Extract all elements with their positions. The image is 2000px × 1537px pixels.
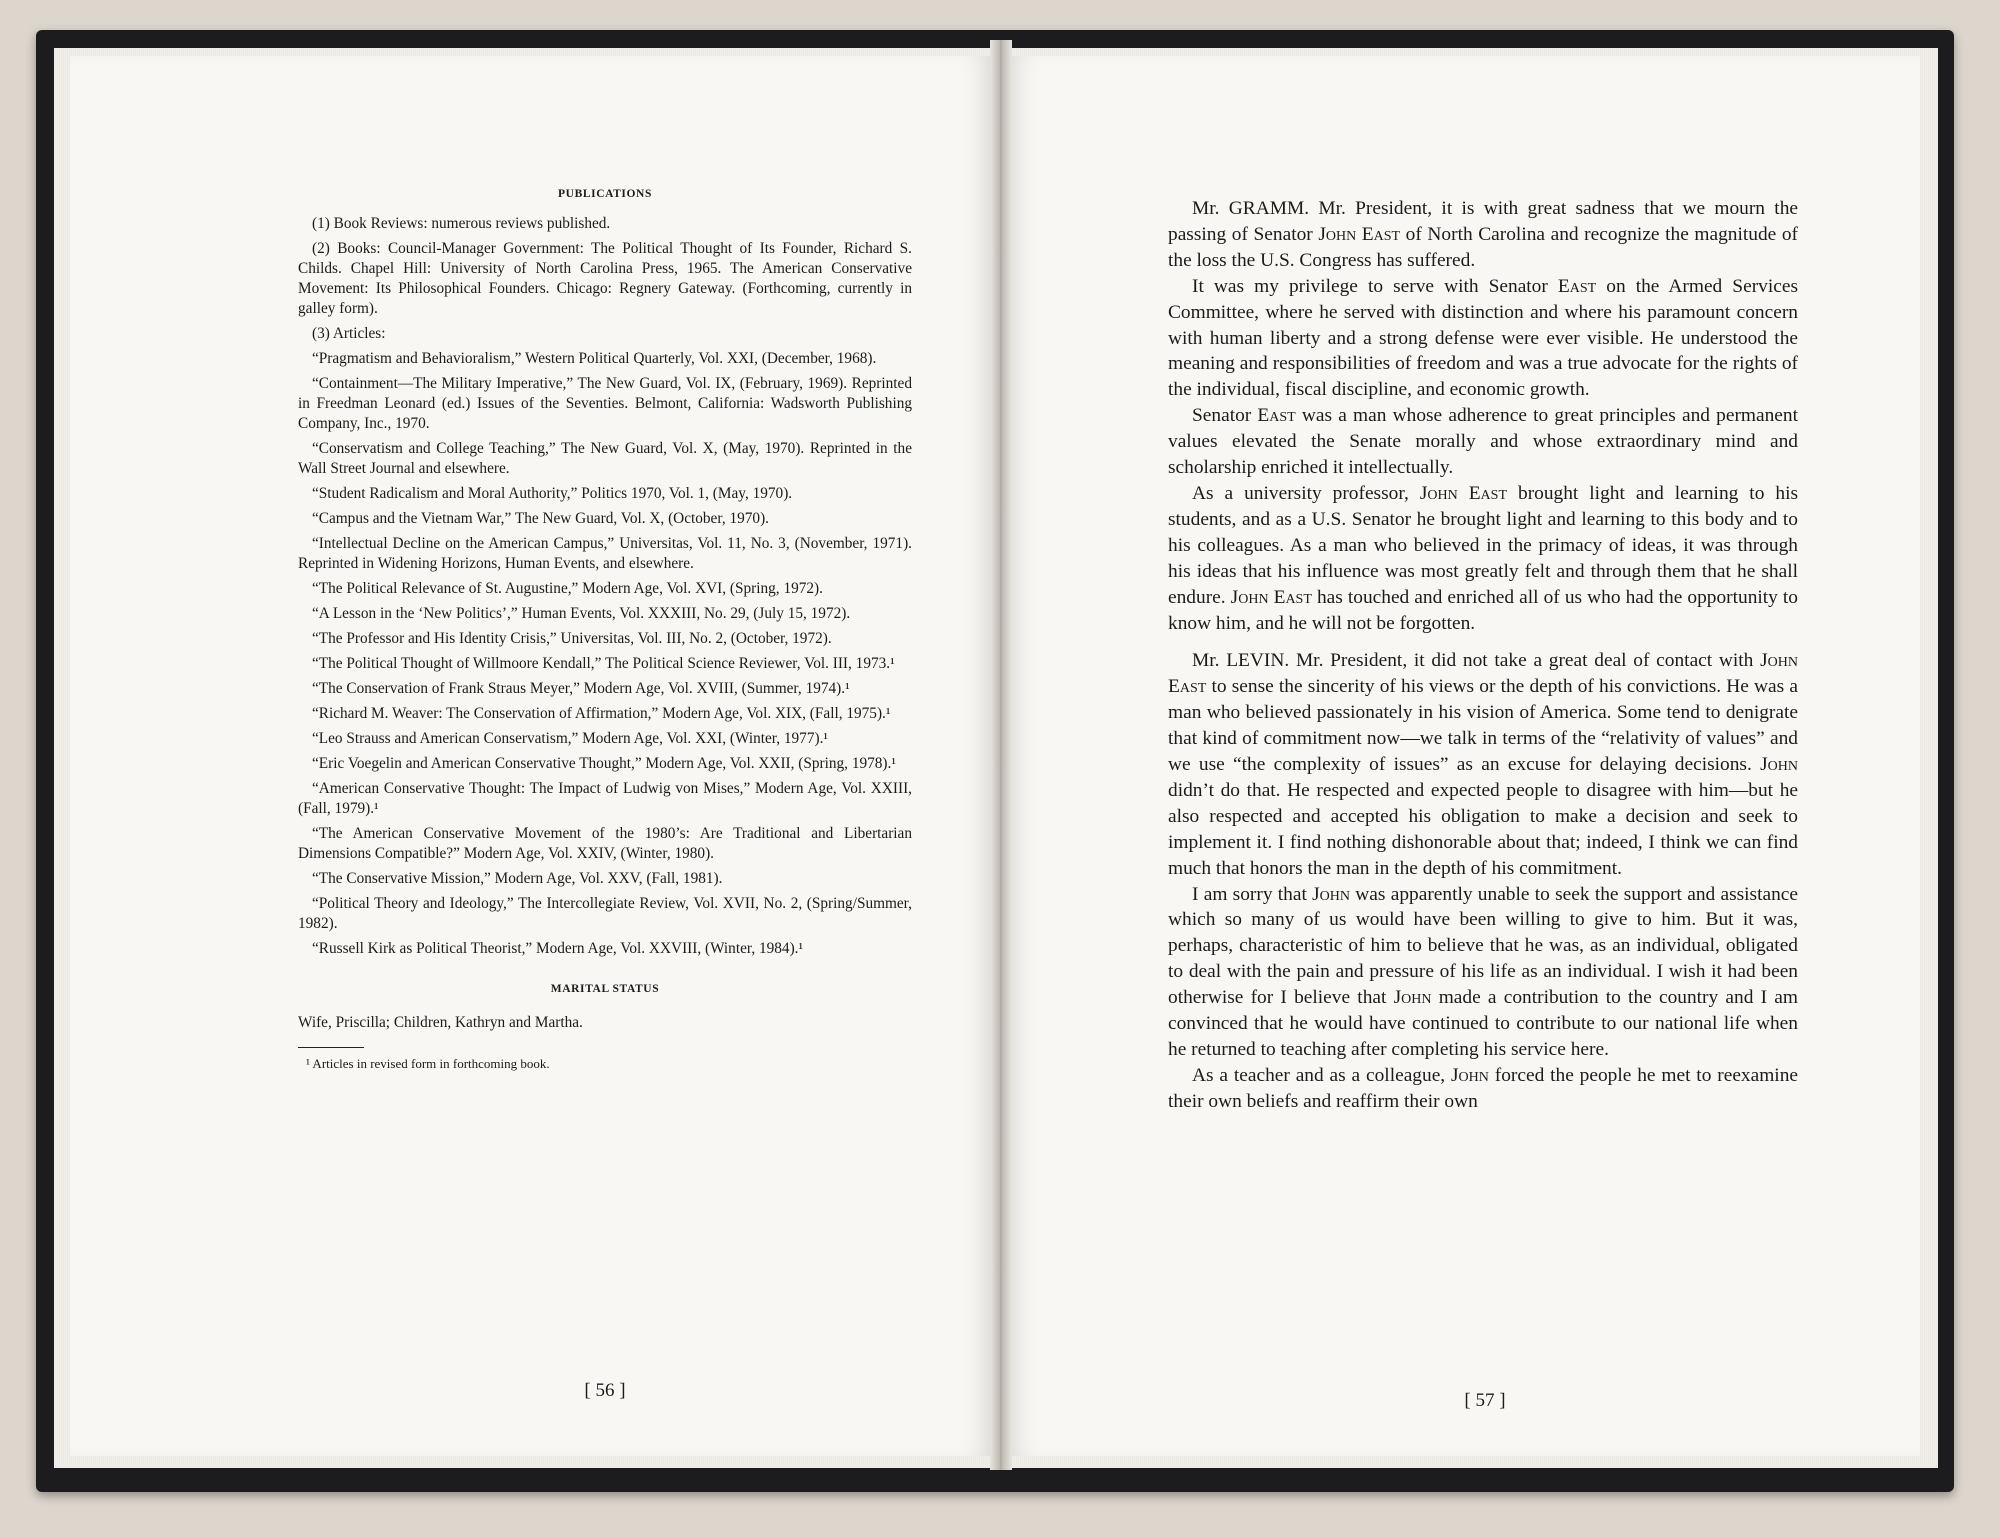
publication-item: “Russell Kirk as Political Theorist,” Modern Age, Vol. XXVIII, (Winter, 1984).¹ <box>312 940 804 957</box>
name-john: John <box>1393 987 1432 1009</box>
name-john: John <box>1312 883 1351 905</box>
marital-status-text: Wife, Priscilla; Children, Kathryn and Martha. <box>298 1014 583 1031</box>
name-john-east: John East <box>1318 223 1401 245</box>
publication-item: “The Political Thought of Willmoore Kendall,” The Political Science Reviewer, Vol. III, 1973.¹ <box>312 655 895 672</box>
publication-item: “American Conservative Thought: The Impact of Ludwig von Mises,” Modern Age, Vol. XXIII, (Fall, 1979).¹ <box>298 780 912 817</box>
footnote: ¹ Articles in revised form in forthcoming book. <box>306 1056 550 1071</box>
right-page-text <box>1168 196 1798 1115</box>
publication-item: “Conservatism and College Teaching,” The New Guard, Vol. X, (May, 1970). Reprinted in the Wall Street Journal and elsewhere. <box>298 440 912 477</box>
name-john-east: John East <box>1168 650 1798 698</box>
footnote-rule <box>298 1047 364 1048</box>
publication-item: “Leo Strauss and American Conservatism,” Modern Age, Vol. XXI, (Winter, 1977).¹ <box>312 730 828 747</box>
publication-item: “The Conservative Mission,” Modern Age, Vol. XXV, (Fall, 1981). <box>312 870 723 887</box>
publication-item: “A Lesson in the ‘New Politics’,” Human Events, Vol. XXXIII, No. 29, (July 15, 1972). <box>312 605 851 622</box>
name-east: East <box>1257 405 1296 427</box>
name-east: East <box>1557 275 1597 297</box>
name-john-east: John East <box>1230 586 1312 608</box>
name-john-east: John East <box>1419 482 1508 504</box>
paragraph-levin: Mr. LEVIN. Mr. President, it did not take a great deal of contact with John East to sense the sincerity of his views or the depth of his convictions. He was a man who believed passionately in his vision of America. Some tend to denigrate that kind of commitment now—we talk in terms of the “relativity of values” and we use “the complexity of issues” as an excuse for delaying decisions. John didn’t do that. He respected and expected people to disagree with him—but he also respected and accepted his obligation to make a decision and seek to implement it. I find nothing dishonorable about that; indeed, I think we can find much that honors the man in the depth of his commitment. <box>1168 650 1798 879</box>
publication-item: “Campus and the Vietnam War,” The New Guard, Vol. X, (October, 1970). <box>312 510 769 527</box>
publication-item: “Eric Voegelin and American Conservative Thought,” Modern Age, Vol. XXII, (Spring, 1978).¹ <box>312 755 896 772</box>
publication-item: “Student Radicalism and Moral Authority,” Politics 1970, Vol. 1, (May, 1970). <box>312 485 793 502</box>
publication-item: (1) Book Reviews: numerous reviews published. <box>312 215 611 232</box>
publication-item: “Intellectual Decline on the American Campus,” Universitas, Vol. 11, No. 3, (November, 1971). Reprinted in Widening Horizons, Human Events, and elsewhere. <box>298 535 912 572</box>
paragraph-gramm: Mr. GRAMM. Mr. President, it is with great sadness that we mourn the passing of Senator John East of North Carolina and recognize the magnitude of the loss the U.S. Congress has suffered. <box>1168 198 1798 271</box>
paragraph-teacher: As a teacher and as a colleague, John forced the people he met to reexamine their own beliefs and reaffirm their own <box>1168 1064 1798 1112</box>
paragraph-professor: As a university professor, John East brought light and learning to his students, and as a U.S. Senator he brought light and learning to this body and to his colleagues. As a man who believed in the primacy of ideas, it was through his ideas that his influence was most greatly felt and through them that he shall endure. John East has touched and enriched all of us who had the opportunity to know him, and he will not be forgotten. <box>1168 482 1798 634</box>
name-john: John <box>1760 754 1798 776</box>
paragraph-privilege: It was my privilege to serve with Senator East on the Armed Services Committee, where he served with distinction and where his paramount concern with human liberty and a strong defense were ever visible. He understood the meaning and responsibilities of freedom and was a true advocate for the rights of the individual, fiscal discipline, and economic growth. <box>1168 275 1798 401</box>
book-gutter <box>990 40 1012 1470</box>
publication-item: (2) Books: Council-Manager Government: The Political Thought of Its Founder, Richard S. Childs. Chapel Hill: University of North Carolina Press, 1965. The American Conservative Movement: Its Philosophical Founders. Chicago: Regnery Gateway. (Forthcoming, currently in galley form). <box>298 240 912 317</box>
name-john: John <box>1451 1064 1489 1086</box>
left-page-text <box>298 184 912 1074</box>
paragraph-sorry: I am sorry that John was apparently unable to seek the support and assistance which so many of us would have been willing to give to him. But it was, perhaps, characteristic of him to believe that he was, as an individual, obligated to deal with the pain and pressure of his life as an individual. I wish it had been otherwise for I believe that John made a contribution to the country and I am convinced that he would have continued to contribute to our national life when he returned to teaching after completing his service here. <box>1168 883 1799 1060</box>
publication-item: “Containment—The Military Imperative,” The New Guard, Vol. IX, (February, 1969). Reprinted in Freedman Leonard (ed.) Issues of the Seventies. Belmont, California: Wadsworth Publishing Company, Inc., 1970. <box>298 375 912 432</box>
publication-item: “Richard M. Weaver: The Conservation of Affirmation,” Modern Age, Vol. XIX, (Fall, 1975).¹ <box>312 705 891 722</box>
publication-item: “The Political Relevance of St. Augustine,” Modern Age, Vol. XVI, (Spring, 1972). <box>312 580 823 597</box>
publication-item: “The American Conservative Movement of the 1980’s: Are Traditional and Libertarian Dimensions Compatible?” Modern Age, Vol. XXIV, (Winter, 1980). <box>298 825 912 862</box>
publication-item: “The Professor and His Identity Crisis,” Universitas, Vol. III, No. 2, (October, 1972). <box>312 630 832 647</box>
page-number-57: [ 57 ] <box>1464 1390 1506 1411</box>
publication-item: “Pragmatism and Behavioralism,” Western Political Quarterly, Vol. XXI, (December, 1968). <box>312 350 877 367</box>
publication-item: (3) Articles: <box>312 325 386 342</box>
publication-item: “The Conservation of Frank Straus Meyer,” Modern Age, Vol. XVIII, (Summer, 1974).¹ <box>312 680 850 697</box>
paragraph-adherence: Senator East was a man whose adherence to great principles and permanent values elevated the Senate morally and whose extraordinary mind and scholarship enriched it intellectually. <box>1168 405 1798 479</box>
marital-status-heading: MARITAL STATUS <box>550 983 660 995</box>
publication-item: “Political Theory and Ideology,” The Intercollegiate Review, Vol. XVII, No. 2, (Spring/Summer, 1982). <box>298 895 912 932</box>
publications-heading: PUBLICATIONS <box>558 188 652 200</box>
page-number-56: [ 56 ] <box>584 1380 626 1401</box>
